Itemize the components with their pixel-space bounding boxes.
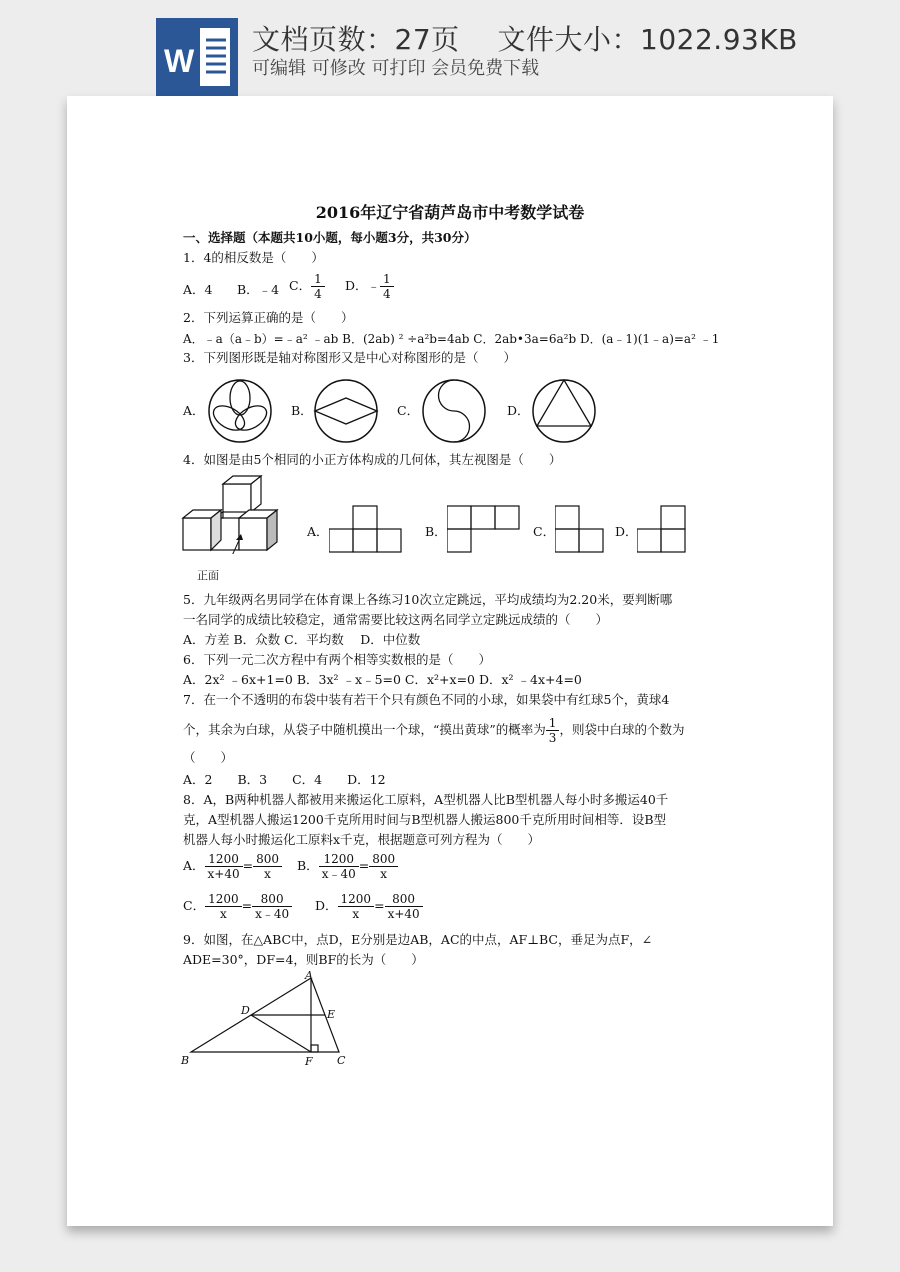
q4-label-d: D． xyxy=(615,524,638,539)
file-info-title: 文档页数：27页 文件大小：1022.93KB xyxy=(252,23,798,56)
q4-view-d xyxy=(637,504,689,554)
word-icon-letter: W xyxy=(164,43,195,79)
q5-line1: 5．九年级两名男同学在体育课上各练习10次立定跳远，平均成绩均为2.20米，要判断哪 xyxy=(183,592,673,607)
q5-line2: 一名同学的成绩比较稳定，通常需要比较这两名同学立定跳远成绩的（ ） xyxy=(183,612,609,627)
section-heading: 一、选择题（本题共10小题，每小题3分，共30分） xyxy=(183,230,477,245)
q9-label-f: F xyxy=(305,1055,313,1068)
q2-options: A．﹣a（a﹣b）=﹣a² ﹣ab B．(2ab) ² ÷a²b=4ab C．2ab•3a=6a²b D．(a﹣1)(1﹣a)=a² ﹣1 xyxy=(183,332,720,346)
q7-line1: 7．在一个不透明的布袋中装有若干个只有颜色不同的小球，如果袋中有红球5个，黄球4 xyxy=(183,692,670,707)
q8-option-c: C． $\frac{1200}{x}$ = $\frac{800}{x﹣40}$ xyxy=(183,892,292,921)
q6-stem: 6．下列一元二次方程中有两个相等实数根的是（ ） xyxy=(183,652,491,667)
q8-line1: 8．A，B两种机器人都被用来搬运化工原料，A型机器人比B型机器人每小时多搬运40千 xyxy=(183,792,669,807)
q3-stem: 3．下列图形既是轴对称图形又是中心对称图形的是（ ） xyxy=(183,350,516,365)
q7-line2: 个，其余为白球，从袋子中随机摸出一个球，“摸出黄球”的概率为 $\frac{1}{3}$ ，则袋中白球的个数为 xyxy=(183,716,685,745)
q1-option-c: C． $\frac{1}{4}$ xyxy=(289,272,325,301)
q8-option-d: D． $\frac{1200}{x}$ = $\frac{800}{x+40}$ xyxy=(315,892,423,921)
q3-figure-b xyxy=(313,378,379,444)
q3-figure-c xyxy=(421,378,487,444)
q1-c-fraction: $\frac{1}{4}$ xyxy=(311,272,325,301)
q1-option-d: D．﹣ $\frac{1}{4}$ xyxy=(345,272,394,301)
q4-stem: 4．如图是由5个相同的小正方体构成的几何体，其左视图是（ ） xyxy=(183,452,562,467)
q4-view-b xyxy=(447,504,521,554)
q9-label-b: B xyxy=(181,1054,190,1067)
q1-d-fraction: $\frac{1}{4}$ xyxy=(380,272,394,301)
word-document-icon xyxy=(156,18,238,96)
q8-option-a: A． $\frac{1200}{x+40}$ = $\frac{800}{x}$ xyxy=(183,852,282,881)
q2-stem: 2．下列运算正确的是（ ） xyxy=(183,310,354,325)
q9-label-e: E xyxy=(327,1008,336,1021)
q1-option-b: B．﹣4 xyxy=(237,282,280,297)
q3-label-b: B． xyxy=(291,403,313,418)
q7-line3: （ ） xyxy=(183,750,234,765)
q4-solid-figure xyxy=(181,474,299,554)
document-title: 2016年辽宁省葫芦岛市中考数学试卷 xyxy=(315,203,585,222)
q7-fraction: $\frac{1}{3}$ xyxy=(546,716,560,745)
q5-options: A．方差 B．众数 C．平均数 D．中位数 xyxy=(183,632,421,647)
q9-line2: ADE=30°，DF=4，则BF的长为（ ） xyxy=(183,952,424,967)
q1-stem: 1．4的相反数是（ ） xyxy=(183,250,324,265)
q4-label-b: B． xyxy=(425,524,447,539)
q4-view-c xyxy=(555,504,607,554)
q3-figure-d xyxy=(531,378,597,444)
q9-label-c: C xyxy=(337,1054,346,1067)
document-page xyxy=(67,96,833,1226)
q6-options: A．2x² ﹣6x+1=0 B．3x² ﹣x﹣5=0 C．x²+x=0 D．x² ﹣4x+4=0 xyxy=(183,672,582,687)
q3-label-a: A． xyxy=(183,403,205,418)
q9-line1: 9．如图，在△ABC中，点D，E分别是边AB，AC的中点，AF⊥BC，垂足为点F，∠ xyxy=(183,932,653,947)
q4-view-a xyxy=(329,504,403,554)
q9-label-d: D xyxy=(241,1004,250,1017)
q4-front-label: 正面 xyxy=(197,569,219,582)
q3-label-c: C． xyxy=(397,403,420,418)
q9-triangle-figure xyxy=(177,970,357,1070)
q8-option-b: B． $\frac{1200}{x﹣40}$ = $\frac{800}{x}$ xyxy=(297,852,398,881)
q1-option-a: A．4 xyxy=(183,282,213,297)
q4-label-a: A． xyxy=(307,524,329,539)
q8-line2: 克，A型机器人搬运1200千克所用时间与B型机器人搬运800千克所用时间相等．设B型 xyxy=(183,812,667,827)
q3-label-d: D． xyxy=(507,403,530,418)
q4-label-c: C． xyxy=(533,524,556,539)
file-info-subtitle: 可编辑 可修改 可打印 会员免费下载 xyxy=(252,58,540,79)
q3-figure-a xyxy=(207,378,273,444)
download-banner xyxy=(0,0,900,96)
q9-label-a: A xyxy=(305,970,313,982)
q8-line3: 机器人每小时搬运化工原料x千克，根据题意可列方程为（ ） xyxy=(183,832,541,847)
q7-options: A．2 B．3 C．4 D．12 xyxy=(183,772,386,787)
